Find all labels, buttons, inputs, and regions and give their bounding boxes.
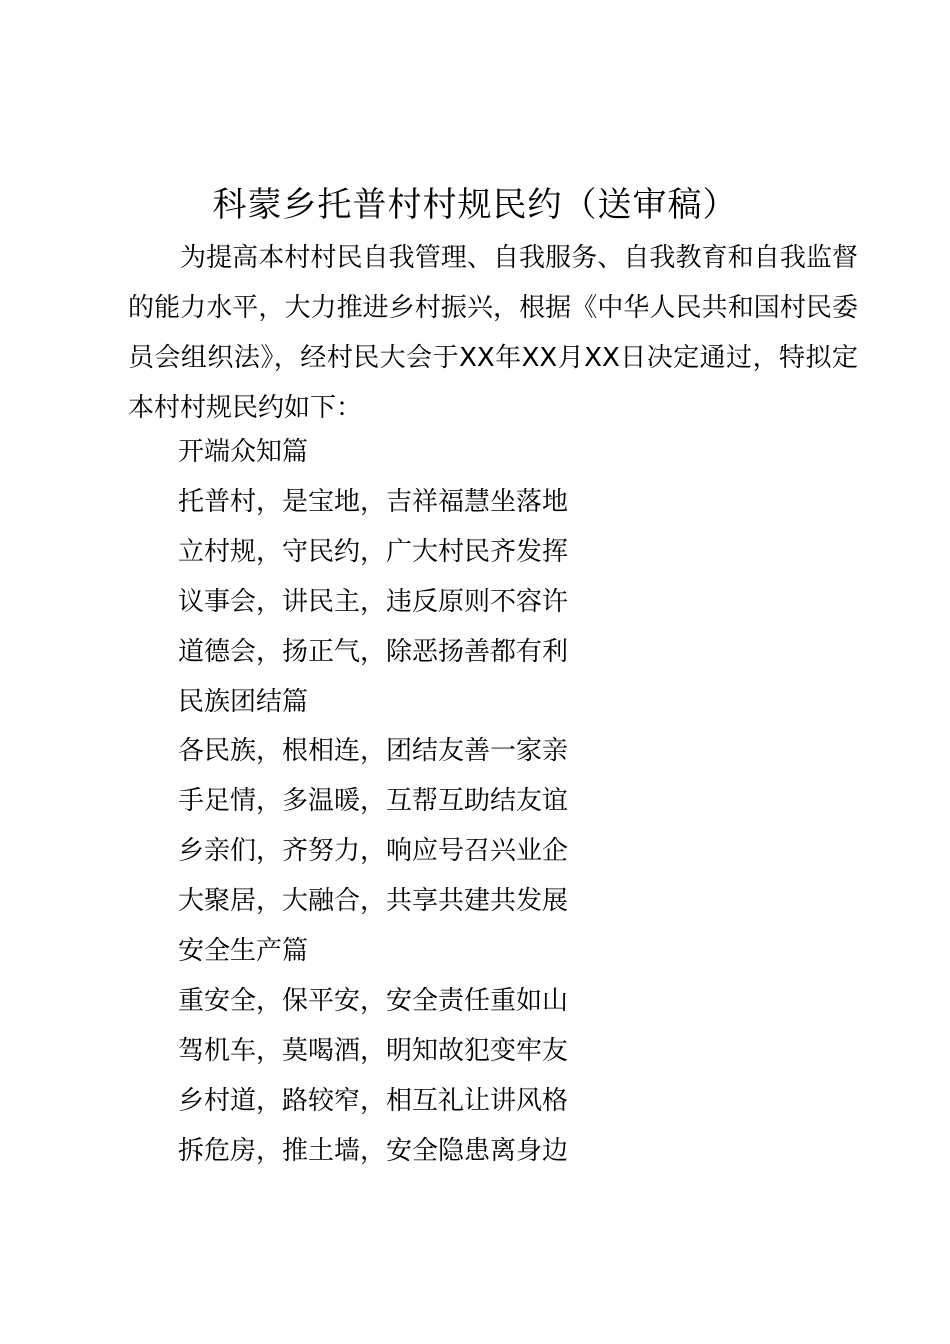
verse-line: 驾机车，莫喝酒，明知故犯变牢友 <box>178 1035 569 1066</box>
document-title: 科蒙乡托普村村规民约（送审稿） <box>212 185 738 225</box>
verse-line: 重安全，保平安，安全责任重如山 <box>178 985 569 1016</box>
verse-line: 乡亲们，齐努力，响应号召兴业企 <box>178 836 569 867</box>
verse-line: 议事会，讲民主，违反原则不容许 <box>178 586 569 617</box>
intro-paragraph: 为提高本村村民自我管理、自我服务、自我教育和自我监督的能力水平，大力推进乡村振兴，根据《中华人民共和国村民委员会组织法》，经村民大会于XX年XX月XX日决定通过，特拟定本村村规民约如下： <box>128 243 858 423</box>
section-heading: 民族团结篇 <box>178 686 309 717</box>
verse-line: 道德会，扬正气，除恶扬善都有利 <box>178 636 569 667</box>
verse-line: 拆危房，推土墙，安全隐患离身边 <box>178 1135 569 1166</box>
section-heading: 安全生产篇 <box>178 936 309 967</box>
verse-line: 立村规，守民约，广大村民齐发挥 <box>178 536 569 567</box>
verse-line: 手足情，多温暖，互帮互助结友谊 <box>178 786 569 817</box>
verse-line: 托普村，是宝地，吉祥福慧坐落地 <box>178 486 569 517</box>
section-heading: 开端众知篇 <box>178 437 309 467</box>
verse-line: 乡村道，路较窄，相互礼让讲风格 <box>178 1085 569 1116</box>
verse-line: 大聚居，大融合，共享共建共发展 <box>178 886 569 917</box>
verse-block <box>178 428 778 1177</box>
verse-line: 各民族，根相连，团结友善一家亲 <box>178 736 569 767</box>
